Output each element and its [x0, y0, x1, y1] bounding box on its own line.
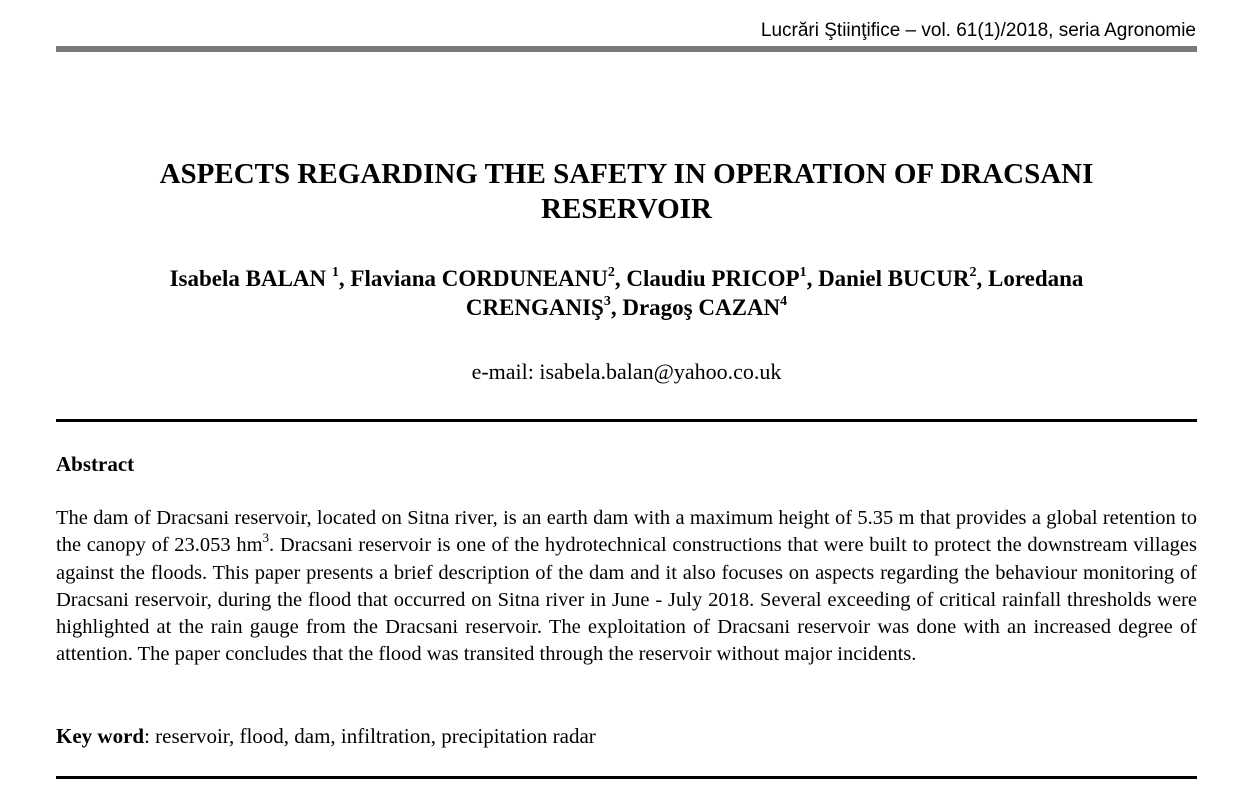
paper-title [56, 157, 1197, 227]
author-separator: , [610, 295, 623, 320]
keywords-label: Key word [56, 724, 145, 748]
author-name: CRENGANIŞ [465, 295, 604, 320]
unit-superscript: 3 [262, 530, 270, 546]
author-name: Isabela BALAN [169, 266, 332, 291]
author-affiliation: 1 [331, 265, 339, 281]
author-affiliation: 4 [780, 294, 788, 310]
journal-header: Lucrări Ştiinţifice – vol. 61(1)/2018, seria Agronomie [760, 20, 1196, 41]
keywords [56, 722, 1197, 750]
author-affiliation: 3 [603, 294, 611, 310]
author-separator: , Loredana [976, 266, 1084, 291]
header-rule [56, 46, 1197, 52]
section-divider [56, 419, 1197, 422]
author-name: Daniel BUCUR [818, 266, 970, 291]
abstract-heading: Abstract [56, 452, 135, 476]
author-name: Dragoş CAZAN [622, 295, 781, 320]
abstract-text-part-1: The dam of Dracsani reservoir, located on Sitna river, is an earth dam with a maximum height of 5.35 m that provides a global retention to the canopy of 23.053 hm [56, 507, 1197, 557]
abstract-text [56, 505, 1197, 669]
title-line-1: ASPECTS REGARDING THE SAFETY IN OPERATION OF DRACSANI [159, 158, 1094, 190]
author-name: Claudiu PRICOP [626, 266, 800, 291]
author-affiliation: 1 [799, 265, 807, 281]
author-separator: , [806, 266, 819, 291]
author-separator: , [614, 266, 627, 291]
author-separator: , [338, 266, 351, 291]
author-email: e-mail: isabela.balan@yahoo.co.uk [471, 359, 782, 384]
author-affiliation: 2 [607, 265, 615, 281]
author-affiliation: 2 [969, 265, 977, 281]
keywords-list: : reservoir, flood, dam, infiltration, precipitation radar [144, 724, 596, 748]
author-list [56, 264, 1197, 322]
title-line-2: RESERVOIR [541, 193, 712, 225]
abstract-text-part-2: . Dracsani reservoir is one of the hydrotechnical constructions that were built to protect the downstream villages against the floods. This paper presents a brief description of the dam and it also focuses on aspects regarding the behaviour monitoring of Dracsani reservoir, during the flood that occurred on Sitna river in June - July 2018. Several exceeding of critical rainfall thresholds were highlighted at the rain gauge from the Dracsani reservoir. The exploitation of Dracsani reservoir was done with an increased degree of attention. The paper concludes that the flood was transited through the reservoir without major incidents. [56, 534, 1198, 666]
author-name: Flaviana CORDUNEANU [350, 266, 608, 291]
bottom-divider [56, 776, 1197, 779]
